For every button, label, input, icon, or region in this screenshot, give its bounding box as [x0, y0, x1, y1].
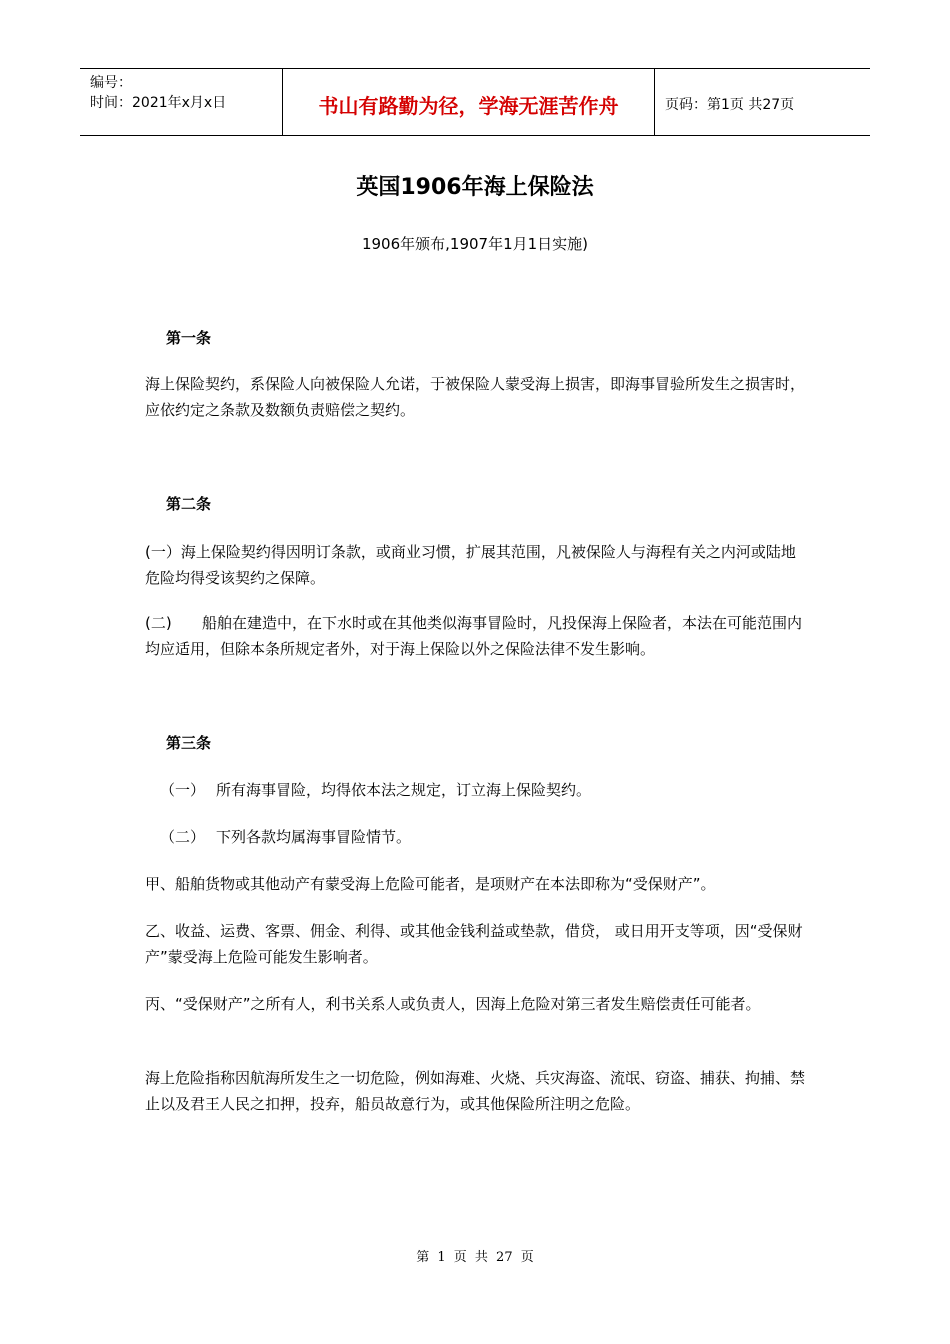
- document-time-label: 时间：2021年x月x日: [90, 95, 227, 111]
- document-subtitle: 1906年颁布,1907年1月1日实施): [361, 235, 589, 253]
- article-2-heading: 第二条: [166, 495, 212, 513]
- item-text: 下列各款均属海事冒险情节。: [216, 828, 412, 846]
- article-1-paragraph: 海上保险契约，系保险人向被保险人允诺，于被保险人蒙受海上损害，即海事冒验所发生之损害时，应依约定之条款及数额负责赔偿之契约。: [145, 375, 806, 419]
- article-3-peril-definition: 海上危险指称因航海所发生之一切危险，例如海难、火烧、兵灾海盗、流氓、窃盗、捕获、拘捕、禁止以及君王人民之扣押，投弃，船员故意行为，或其他保险所注明之危险。: [145, 1069, 806, 1113]
- article-2-item-2: [145, 610, 810, 662]
- item-text: 船舶在建造中，在下水时或在其他类似海事冒险时，凡投保海上保险者，本法在可能范围内均应适用，但除本条所规定者外，对于海上保险以外之保险法律不发生影响。: [145, 614, 803, 658]
- item-marker: （二）: [160, 828, 206, 846]
- article-3-clause-jia: 甲、船舶货物或其他动产有蒙受海上危险可能者，是项财产在本法即称为“受保财产”。: [145, 875, 716, 893]
- article-1-heading: 第一条: [166, 329, 212, 347]
- item-marker: (二): [145, 614, 172, 632]
- article-3-item-1: [160, 777, 810, 803]
- article-3-item-2: [160, 824, 810, 850]
- document-title: 英国1906年海上保险法: [356, 175, 594, 200]
- header-meta: [80, 69, 282, 135]
- item-text: 所有海事冒险，均得依本法之规定，订立海上保险契约。: [216, 781, 592, 799]
- article-2-item-1: (一）海上保险契约得因明订条款，或商业习惯，扩展其范围，凡被保险人与海程有关之内河或陆地危险均得受该契约之保障。: [145, 543, 796, 587]
- page-header: [80, 68, 870, 136]
- article-3-clause-yi: 乙、收益、运费、客票、佣金、利得、或其他金钱利益或垫款，借贷， 或日用开支等项，因“受保财产”蒙受海上危险可能发生影响者。: [145, 922, 803, 966]
- page-footer: 第 1 页 共 27 页: [416, 1250, 534, 1265]
- header-page-info: 页码：第1页 共27页: [665, 97, 795, 113]
- article-3-clause-bing: 丙、“受保财产”之所有人，利书关系人或负责人，因海上危险对第三者发生赔偿责任可能者。: [145, 995, 761, 1013]
- header-motto: 书山有路勤为径，学海无涯苦作舟: [282, 69, 655, 135]
- item-marker: （一）: [160, 781, 206, 799]
- article-3-heading: 第三条: [166, 734, 212, 752]
- document-number-label: 编号：: [90, 75, 132, 91]
